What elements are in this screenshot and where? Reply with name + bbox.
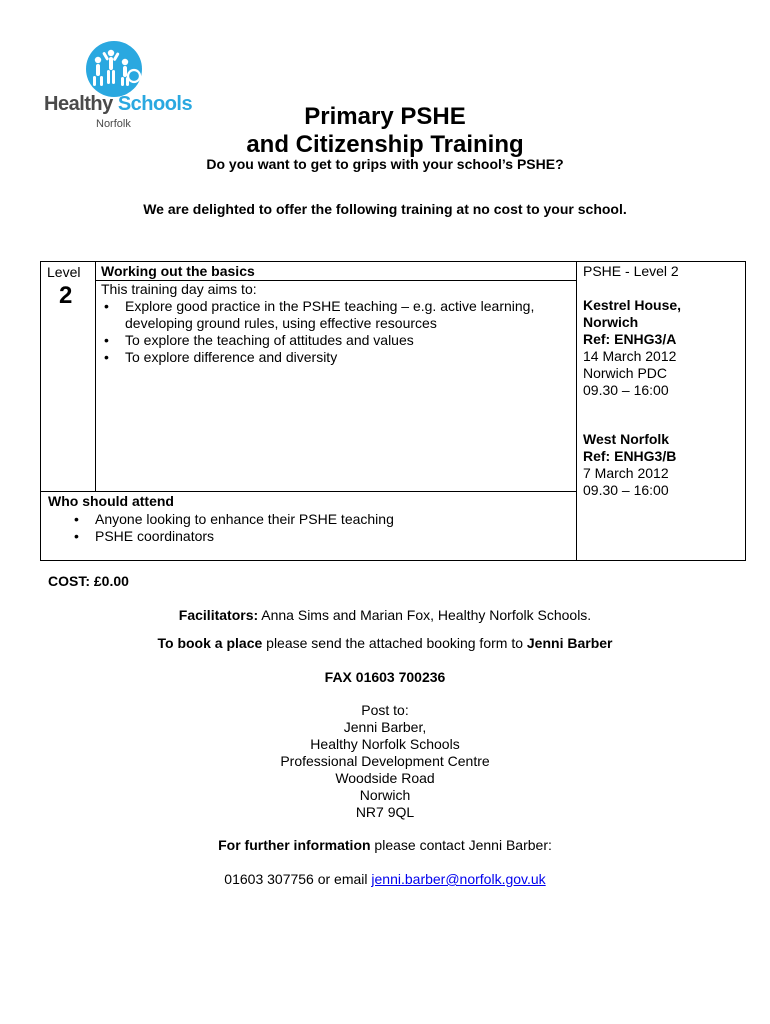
cost-text: COST: £0.00 [48,573,129,589]
post-line: Post to: [361,702,409,718]
fax-line: FAX 01603 700236 [324,669,446,685]
table-divider-level [95,262,96,491]
course-title: Working out the basics [101,263,255,279]
venue-west-norfolk [583,431,743,499]
level-label: Level [47,264,81,280]
booking-text: please send the attached booking form to [262,635,527,651]
booking-line [0,635,770,652]
table-divider-right [576,262,577,560]
logo-word-healthy: Healthy [44,93,118,115]
email-link[interactable]: jenni.barber@norfolk.gov.uk [371,871,546,887]
post-line: Jenni Barber, [343,719,427,735]
venue-time: 09.30 – 16:00 [583,382,669,398]
who-should-attend-title: Who should attend [48,493,174,509]
list-item: • Explore good practice in the PSHE teaching – e.g. active learning, developing ground rules, using effective resources [101,298,571,332]
facilitators-label: Facilitators: [178,607,259,623]
logo-subtitle: Norfolk [96,118,131,130]
list-item: • Anyone looking to enhance their PSHE teaching [71,511,561,528]
post-line: Healthy Norfolk Schools [310,736,460,752]
course-table [40,261,746,561]
post-line: NR7 9QL [355,804,415,820]
post-line: Professional Development Centre [280,753,490,769]
venue-date: 7 March 2012 [583,465,669,481]
list-item: • PSHE coordinators [71,528,561,545]
booking-label: To book a place [157,635,263,651]
aims-list [101,298,571,366]
list-item: • To explore difference and diversity [101,349,571,366]
aims-intro: This training day aims to: [101,281,257,297]
page-title-line2: and Citizenship Training [246,131,524,158]
venue-place: Norwich PDC [583,365,668,381]
post-line: Norwich [359,787,411,803]
venue-ref: Ref: ENHG3/B [583,448,677,464]
further-info-text: please contact Jenni Barber: [370,837,552,853]
venue-ref: Ref: ENHG3/A [583,331,677,347]
course-level-heading: PSHE - Level 2 [583,263,679,279]
logo-word-schools: Schools [117,93,193,115]
venue-name-line2: Norwich [583,314,639,330]
page-title-line1: Primary PSHE [304,103,466,130]
venue-name-line1: West Norfolk [583,431,670,447]
further-info-label: For further information [218,837,371,853]
page-intro: We are delighted to offer the following training at no cost to your school. [143,201,627,217]
children-emblem-icon [78,40,150,98]
venue-name-line1: Kestrel House, [583,297,682,313]
facilitators-text: Anna Sims and Marian Fox, Healthy Norfolk Schools. [258,607,592,623]
booking-name: Jenni Barber [526,635,613,651]
contact-line [0,871,770,888]
page-question: Do you want to get to grips with your school’s PSHE? [206,156,564,172]
table-divider-who [41,491,576,492]
who-list [71,511,561,545]
level-number: 2 [59,282,73,309]
venue-norwich [583,297,743,399]
venue-time: 09.30 – 16:00 [583,482,669,498]
post-line: Woodside Road [335,770,435,786]
list-item: • To explore the teaching of attitudes and values [101,332,571,349]
contact-phone: 01603 307756 or email [224,871,372,887]
further-info-line [0,837,770,854]
venue-date: 14 March 2012 [583,348,677,364]
facilitators-line [0,607,770,624]
